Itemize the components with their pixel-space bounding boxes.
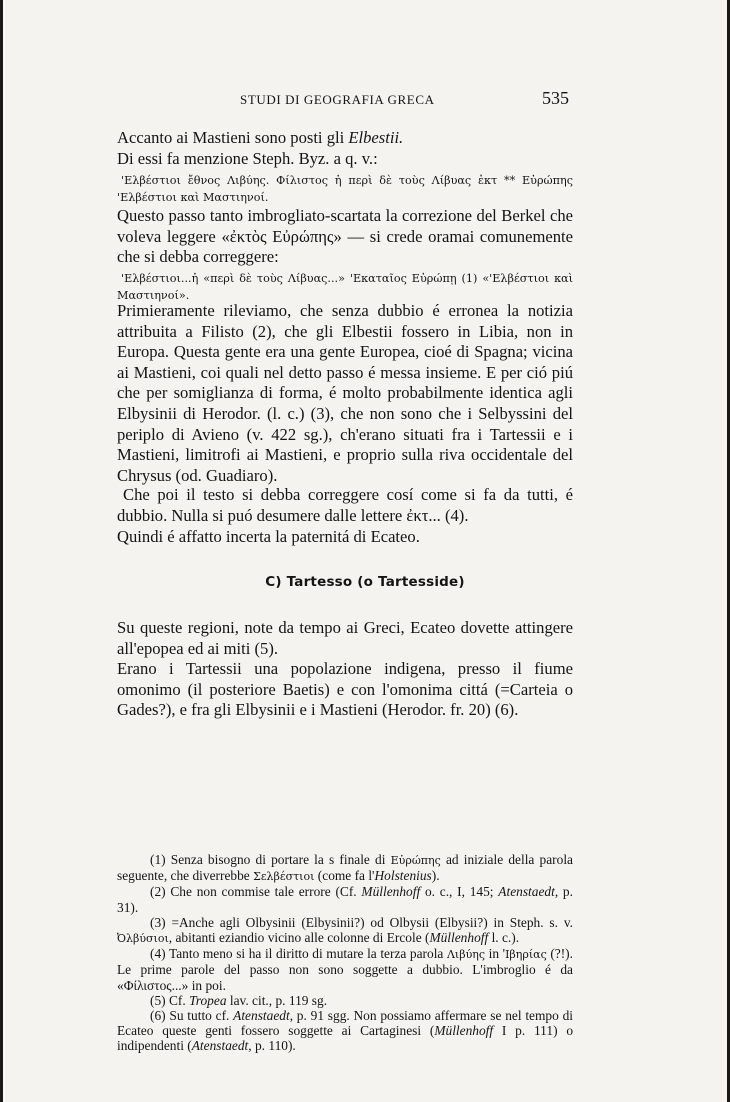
paragraph-quindi: Quindi é affatto incerta la paternitá di Ecateo. xyxy=(117,527,420,546)
intro-line-1: Accanto ai Mastieni sono posti gli Elbestii. xyxy=(117,128,404,147)
intro-line-2: Di essi fa menzione Steph. Byz. a q. v.: xyxy=(117,148,378,168)
section-b-intro xyxy=(117,128,573,169)
greek-quote-1: 'Ελβέστιοι ἔθνος Λιβύης. Φίλιστος ἡ περὶ δὲ τοὺς Λίβυας ἐκτ ** Εὐρώπης 'Ελβέστιοι καὶ Μαστιηνοί. xyxy=(117,174,573,204)
running-title: STUDI DI GEOGRAFIA GRECA xyxy=(240,92,435,107)
paragraph-primieramente: Primieramente rileviamo, che senza dubbio é erronea la notizia attribuita a Filisto (2), che gli Elbestii fossero in Libia, non in Europa. Questa gente era una gente Europea, cioé di Spagna; vicina ai Mastieni, coi quali nel detto passo é messa insieme. E per ció piú che per somiglianza di forma, é molto probabilmente identica agli Elbysinii di Herodor. (l. c.) (3), che non sono che i Selbyssini del periplo di Avieno (v. 422 sg.), ch'erano situati fra i Tartessii e i Mastieni, limitrofi ai Mastieni, e proprio sulla riva occidentale del Chrysus (od. Guadiaro). xyxy=(117,301,573,485)
greek-quote-2: 'Ελβέστιοι...ἡ «περὶ δὲ τοὺς Λίβυας...» 'Εκαταῖος Εὐρώπῃ (1) «'Ελβέστιοι καὶ Μαστιηνοί». xyxy=(117,272,573,302)
paragraph-erano: Erano i Tartessii una popolazione indigena, presso il fiume omonimo (il posteriore Baetis) e con l'omonima cittá (=Carteia o Gades?), e fra gli Elbysinii e i Mastieni (Herodor. fr. 20) (6). xyxy=(117,659,573,720)
page-number: 535 xyxy=(542,88,569,108)
footnote-2: (2) Che non commise tale errore (Cf. Müllenhoff o. c., I, 145; Atenstaedt, p. 31). xyxy=(117,884,573,915)
footnotes xyxy=(117,852,573,1054)
paragraph-berkel: Questo passo tanto imbrogliato-scartata la correzione del Berkel che voleva leggere «ἐκτὸς Εὐρώπης» — si crede oramai comunemente che si debba correggere: xyxy=(117,206,573,267)
footnote-6: (6) Su tutto cf. Atenstaedt, p. 91 sgg. Non possiamo affermare se nel tempo di Ecateo queste genti fossero soggette ai Cartaginesi (Müllenhoff I p. 111) o indipendenti (Atenstaedt, p. 110). xyxy=(117,1008,574,1054)
paragraph-che-poi: Che poi il testo si debba correggere cosí come si fa da tutti, é dubbio. Nulla si puó desumere dalle lettere ἐκτ... (4). xyxy=(117,485,573,525)
page-header xyxy=(0,88,730,112)
paragraph-su-queste: Su queste regioni, note da tempo ai Greci, Ecateo dovette attingere all'epopea ed ai miti (5). xyxy=(117,618,573,658)
footnote-1: (1) Senza bisogno di portare la s finale di Εὐρώπης ad iniziale della parola seguente, che diverrebbe Σελβέστιοι (come fa l'Holstenius). xyxy=(117,852,573,884)
section-c-heading: C) Tartesso (o Tartesside) xyxy=(265,574,465,590)
footnote-5: (5) Cf. Tropea lav. cit., p. 119 sg. xyxy=(150,992,328,1008)
footnote-4: (4) Tanto meno si ha il diritto di mutare la terza parola Λιβύης in 'Ιβηρίας (?!). Le prime parole del passo non sono soggette a dubbio. L'imbroglio é da «Φίλιστος...» in poi. xyxy=(117,946,573,993)
footnote-3: (3) =Anche agli Olbysinii (Elbysinii?) od Olbysii (Elbysii?) in Steph. s. v. Ὀλβύσιοι, abitanti eziandio vicino alle colonne di Ercole (Müllenhoff l. c.). xyxy=(117,914,573,946)
